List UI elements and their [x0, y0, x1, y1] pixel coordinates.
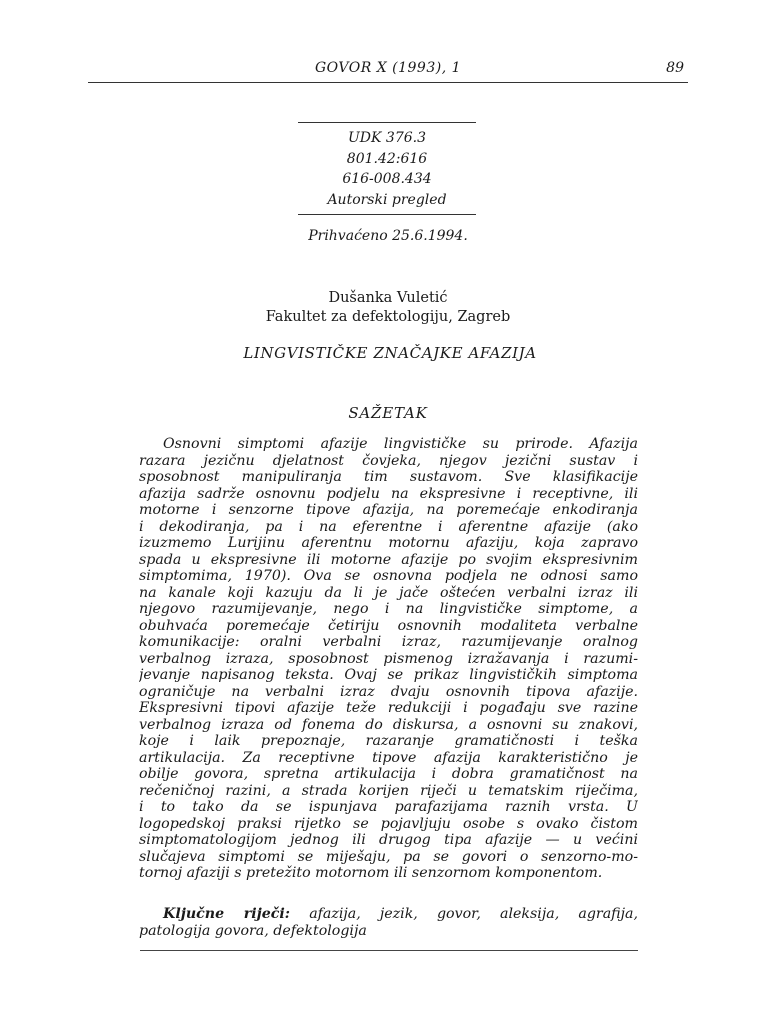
- page-number: 89: [666, 60, 684, 76]
- udk-line: 801.42:616: [346, 150, 428, 167]
- abstract-line: koje i laik prepoznaje, razaranje gramatičnosti i teška: [139, 733, 638, 749]
- abstract-line: rečeničnoj razini, a strada korijen riječi u tematskim riječima,: [139, 782, 638, 799]
- abstract-line: i to tako da se ispunjava parafazijama raznih vrsta. U: [139, 799, 638, 815]
- abstract-line: tornoj afaziji s pretežito motornom ili senzornom komponentom.: [139, 865, 603, 881]
- abstract-line: razara jezičnu djelatnost čovjeka, njegov jezični sustav i: [139, 452, 638, 469]
- abstract-line: verbalnog izraza, sposobnost pismenog izražavanja i razumi-: [139, 650, 638, 667]
- keywords-list: afazija, jezik, govor, aleksija, agrafija,: [290, 906, 638, 922]
- abstract-line: i dekodiranja, pa i na eferentne i aferentne afazije (ako: [139, 518, 638, 535]
- abstract-line: logopedskoj praksi rijetko se pojavljuju osobe s ovako čistom: [139, 815, 638, 832]
- author-affiliation: Fakultet za defektologiju, Zagreb: [265, 309, 511, 325]
- abstract-line: slučajeva simptomi se miješaju, pa se govori o senzorno-mo-: [139, 848, 638, 865]
- abstract-body: [139, 436, 638, 882]
- abstract-line: simptomatologijom jednog ili drugog tipa afazije — u većini: [139, 832, 638, 848]
- udk-line: 616-008.434: [342, 171, 432, 187]
- running-header: [88, 60, 688, 83]
- keywords-line: patologija govora, defektologija: [139, 922, 367, 939]
- abstract-line: ograničuje na verbalni izraz dvaju osnovnih tipova afazije.: [139, 683, 638, 700]
- abstract-line: komunikacije: oralni verbalni izraz, razumijevanje oralnog: [139, 634, 638, 650]
- abstract-line: sposobnost manipuliranja tim sustavom. Sve klasifikacije: [139, 469, 638, 485]
- abstract-heading: SAŽETAK: [348, 404, 428, 422]
- author-name: Dušanka Vuletić: [328, 290, 448, 306]
- abstract-line: obuhvaća poremećaje četiriju osnovnih modaliteta verbalne: [139, 617, 638, 634]
- article-title: LINGVISTIČKE ZNAČAJKE AFAZIJA: [243, 344, 537, 362]
- udk-classification: [298, 122, 476, 215]
- abstract-line: obilje govora, spretna artikulacija i dobra gramatičnost na: [139, 766, 638, 782]
- article-type: Autorski pregled: [327, 191, 447, 208]
- abstract-line: njegovo razumijevanje, nego i na lingvističke simptome, a: [139, 601, 638, 617]
- abstract-line: izuzmemo Lurijinu aferentnu motornu afaziju, koja zapravo: [139, 535, 638, 551]
- abstract-line: motorne i senzorne tipove afazija, na poremećaje enkodiranja: [139, 502, 638, 518]
- udk-line: UDK 376.3: [347, 130, 426, 146]
- abstract-line: na kanale koji kazuju da li je jače oštećen verbalni izraz ili: [139, 584, 638, 601]
- abstract-line: verbalnog izraza od fonema do diskursa, a osnovni su znakovi,: [139, 716, 638, 733]
- abstract-line: spada u ekspresivne ili motorne afazije po svojim ekspresivnim: [139, 551, 638, 568]
- keywords-line: [139, 906, 638, 923]
- abstract-line: afazija sadrže osnovnu podjelu na ekspresivne i receptivne, ili: [139, 485, 638, 502]
- abstract-line: simptomima, 1970). Ova se osnovna podjela ne odnosi samo: [139, 568, 638, 584]
- accepted-date: Prihvaćeno 25.6.1994.: [308, 228, 468, 244]
- abstract-line: artikulacija. Za receptivne tipove afazija karakteristično je: [139, 749, 638, 766]
- footer-rule: [140, 950, 638, 951]
- abstract-line: jevanje napisanog teksta. Ovaj se prikaz lingvističkih simptoma: [139, 667, 638, 683]
- abstract-line: Ekspresivni tipovi afazije teže redukciji i pogađaju sve razine: [139, 700, 638, 716]
- keywords: [139, 906, 638, 939]
- journal-reference: GOVOR X (1993), 1: [314, 60, 462, 76]
- abstract-line: Osnovni simptomi afazije lingvističke su prirode. Afazija: [163, 436, 638, 452]
- keywords-label: Ključne riječi:: [163, 906, 291, 922]
